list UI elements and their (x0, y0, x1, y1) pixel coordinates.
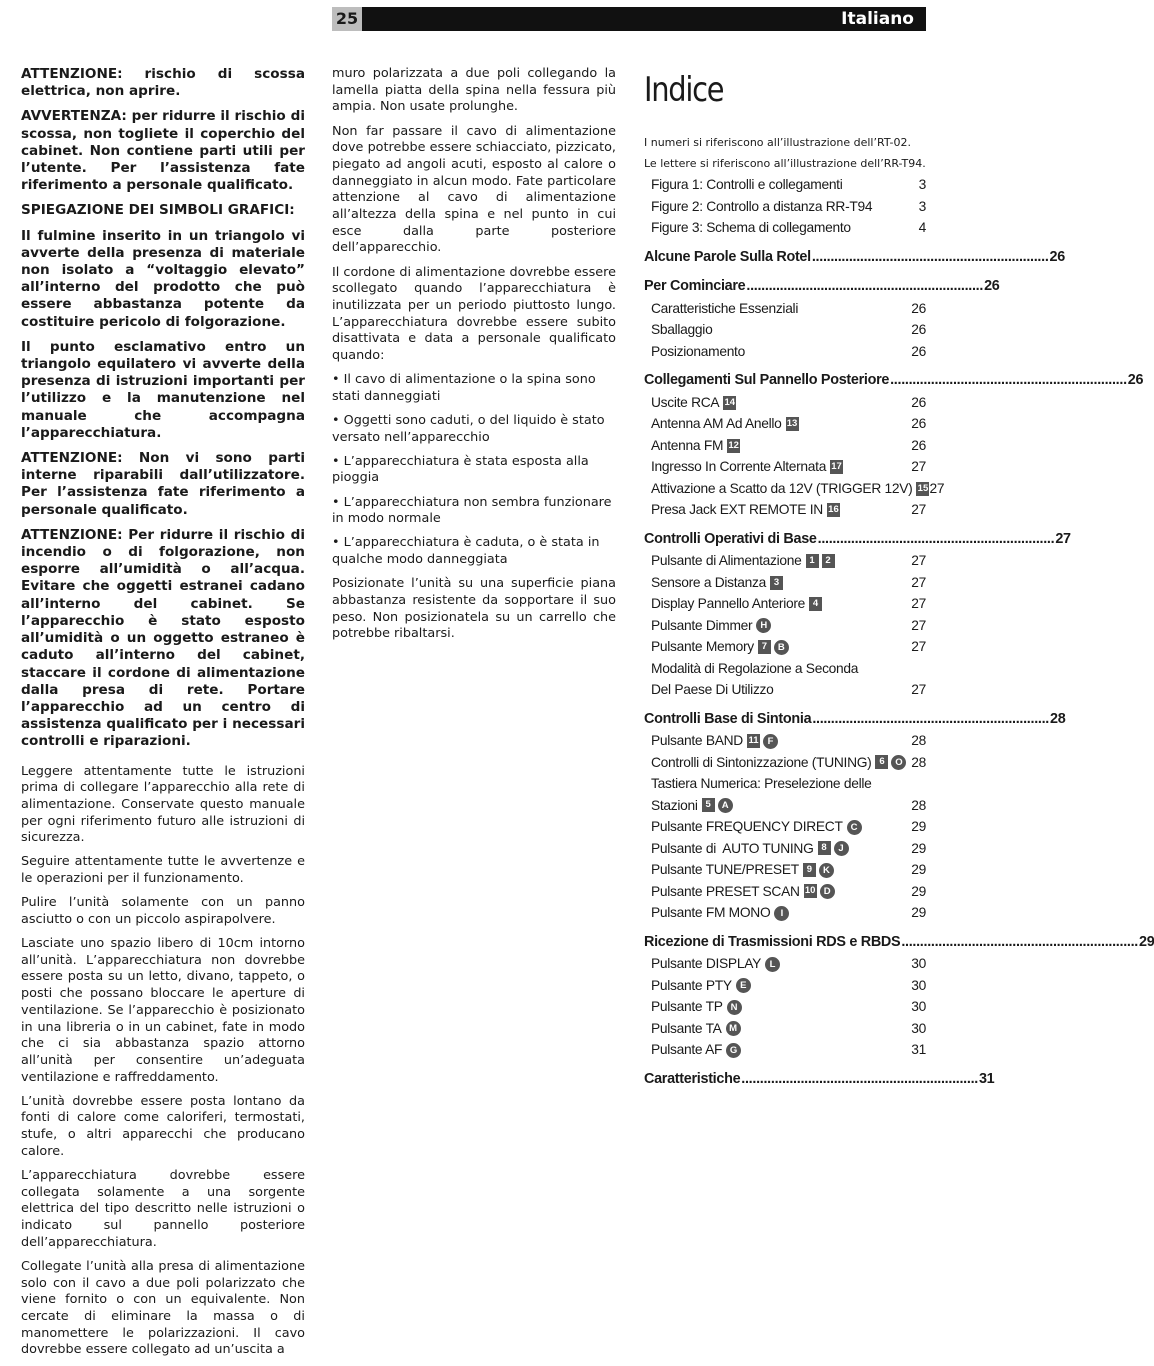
toc-entry[interactable] (644, 319, 926, 341)
toc-label: Tastiera Numerica: Preselezione delle (651, 776, 872, 791)
toc-entry[interactable] (644, 881, 926, 903)
toc-page: 27 (929, 480, 945, 496)
toc-label: Display Pannello Anteriore (651, 596, 806, 611)
language-header: Italiano (362, 7, 926, 31)
toc-page: 29 (911, 862, 926, 877)
toc-label: Controlli di Sintonizzazione (TUNING) (651, 754, 872, 770)
letter-badge: E (736, 978, 751, 993)
toc-page: 26 (911, 437, 926, 453)
body-paragraph: Seguire attentamente tutte le avvertenze e le operazioni per il funzionamento. (21, 854, 305, 887)
toc-entry[interactable] (644, 550, 926, 572)
toc-label: Antenna FM (651, 437, 724, 453)
toc-page: 26 (911, 394, 926, 410)
toc-entry[interactable] (644, 996, 926, 1018)
toc-page: 27 (911, 596, 926, 611)
body-paragraph: Leggere attentamente tutte le istruzioni prima di collegare l’apparecchio alla rete di alimentazione. Conservate questo manuale per ogni riferimento futuro alle istruzioni di sicurezza. (21, 763, 305, 846)
toc-leader: ................................................................ (817, 530, 1055, 547)
toc-page: 26 (911, 343, 926, 359)
page-number: 25 (332, 7, 362, 31)
toc-page: 31 (978, 1070, 995, 1087)
number-badge: 7 (758, 640, 771, 654)
toc-label: Pulsante FM MONO (651, 905, 771, 920)
toc-entry[interactable] (644, 658, 926, 680)
toc-label: Figura 1: Controlli e collegamenti (651, 177, 843, 192)
toc-label: Figure 3: Schema di collegamento (651, 220, 851, 235)
number-badge: 15 (917, 482, 929, 494)
toc-entry[interactable] (644, 196, 926, 218)
toc-label: Pulsante DISPLAY (651, 956, 761, 971)
toc-label: Alcune Parole Sulla Rotel (644, 248, 811, 265)
warning-paragraph: ATTENZIONE: rischio di scossa elettrica, non aprire. (21, 66, 305, 100)
toc-section[interactable] (644, 529, 1071, 551)
index-title: Indice (644, 70, 724, 110)
toc-entry[interactable] (644, 795, 926, 817)
toc-page: 26 (911, 300, 926, 316)
warning-paragraph: Il punto esclamativo entro un triangolo equilatero vi avverte della presenza di istruzioni importanti per l’utilizzo e la manutenzione nel manuale che accompagna l’apparecchiatura. (21, 338, 305, 441)
toc-label: Posizionamento (651, 343, 745, 359)
letter-badge: A (718, 798, 733, 813)
toc-label: Collegamenti Sul Pannello Posteriore (644, 372, 890, 388)
toc-page: 26 (1127, 372, 1144, 388)
toc-label: Per Cominciare (644, 278, 746, 294)
toc-entry[interactable] (644, 953, 926, 975)
toc-entry[interactable] (644, 1018, 926, 1040)
toc-entry[interactable] (644, 456, 926, 478)
toc-entry[interactable] (644, 752, 926, 774)
toc-label: Pulsante PRESET SCAN (651, 883, 800, 899)
toc-leader: ................................................................ (746, 278, 984, 294)
toc-label: Pulsante FREQUENCY DIRECT (651, 819, 843, 834)
toc-label: Caratteristiche Essenziali (651, 300, 799, 316)
toc-page: 30 (911, 956, 926, 971)
warning-paragraph: Il fulmine inserito in un triangolo vi avverte della presenza di materiale non isolato a “voltaggio elevato” all’interno del prodotto che può essere abbastanza potente da costituire pericolo di folgorazione. (21, 227, 305, 330)
toc-entry[interactable] (644, 636, 926, 658)
toc-label: Pulsante AF (651, 1042, 723, 1057)
warning-paragraph: ATTENZIONE: Non vi sono parti interne riparabili dall’utilizzatore. Per l’assistenza fate riferimento a personale qualificato. (21, 450, 305, 518)
toc-entry[interactable] (644, 730, 926, 752)
body-paragraph: Il cordone di alimentazione dovrebbe essere scollegato quando l’apparecchiatura è inutilizzata per un periodo piuttosto lungo. L’apparecchiatura dovrebbe essere subito disattivata e data a personale qualificato quando: (332, 264, 616, 364)
body-paragraph: Pulire l’unità solamente con un panno asciutto o con un piccolo aspirapolvere. (21, 895, 305, 927)
toc-page: 27 (911, 459, 926, 474)
letter-badge: H (756, 618, 771, 633)
warning-paragraph: ATTENZIONE: Per ridurre il rischio di incendio o di folgorazione, non esporre all’umidità o all’acqua. Evitare che oggetti estranei cadano all’interno del cabinet. Se l’apparecchio è stato esposto all’umidità o un oggetto estraneo è caduto all’interno del cabinet, staccare il cordone di alimentazione dalla presa di rete. Portare l’apparecchio ad un centro di assistenza qualificato per i necessari controlli e riparazioni. (21, 526, 305, 750)
toc-section[interactable] (644, 370, 1144, 392)
safety-column-1 (21, 66, 305, 1366)
number-badge: 13 (786, 418, 798, 430)
body-paragraph: Lasciate uno spazio libero di 10cm intorno all’unità. L’apparecchiatura non dovrebbe essere posta su un letto, divano, tappeto, o posti che possano bloccare le aperture di ventilazione. Se l’apparecchio è posizionato in una libreria o in un cabinet, fate in modo che ci sia abbastanza spazio attorno all’unità per consentire un’adeguata ventilazione e raffreddamento. (21, 936, 305, 1085)
toc-section[interactable] (644, 932, 1154, 954)
toc-entry[interactable] (644, 413, 926, 435)
number-badge: 16 (828, 504, 839, 516)
toc-entry[interactable] (644, 572, 926, 594)
toc-page: 30 (911, 999, 926, 1014)
index-column (644, 66, 1154, 1090)
bullet-item: • Il cavo di alimentazione o la spina sono stati danneggiati (332, 372, 596, 404)
toc-page: 30 (911, 977, 926, 993)
toc-entry[interactable] (644, 816, 926, 838)
toc-page: 4 (918, 220, 926, 235)
toc-entry[interactable] (644, 859, 926, 881)
letter-badge: O (891, 755, 906, 770)
toc-entry[interactable] (644, 838, 926, 860)
toc-section[interactable] (644, 276, 1000, 298)
toc-page: 28 (1050, 710, 1066, 727)
number-badge: 17 (831, 461, 842, 473)
bullet-item: • Oggetti sono caduti, o del liquido è stato versato nell’apparecchio (332, 412, 605, 445)
toc-page: 27 (911, 639, 926, 654)
letter-badge: G (726, 1043, 741, 1058)
toc-label: Attivazione a Scatto da 12V (TRIGGER 12V) (651, 480, 913, 496)
toc-label: Antenna AM Ad Anello (651, 416, 782, 431)
bullet-item: • L’apparecchiatura è caduta, o è stata in qualche modo danneggiata (332, 535, 600, 568)
letter-badge: D (820, 884, 835, 899)
toc-page: 30 (911, 1020, 926, 1036)
toc-page: 27 (911, 574, 926, 590)
toc-leader: ................................................................ (812, 710, 1049, 727)
toc-page: 29 (1139, 933, 1154, 950)
symbols-heading: SPIEGAZIONE DEI SIMBOLI GRAFICI: (21, 202, 295, 219)
letter-badge: M (726, 1021, 741, 1036)
number-badge: 11 (748, 734, 759, 746)
toc-entry[interactable] (644, 478, 945, 500)
letter-badge: F (763, 734, 778, 749)
toc-page: 27 (911, 502, 926, 517)
toc-section[interactable] (644, 709, 1066, 731)
toc-entry[interactable] (644, 298, 926, 320)
toc-label: Pulsante TA (651, 1020, 722, 1036)
body-paragraph: muro polarizzata a due poli collegando la lamella piatta della spina nella fessura più ampia. Non usate prolunghe. (332, 66, 616, 115)
toc-page: 27 (911, 617, 926, 633)
letter-badge: K (819, 863, 834, 878)
body-paragraph: L’apparecchiatura dovrebbe essere collegata solamente a una sorgente elettrica del tipo descritto nelle istruzioni o indicato sul pannello posteriore dell’apparecchiatura. (21, 1167, 305, 1250)
number-badge: 9 (803, 863, 816, 877)
toc-label: Pulsante TUNE/PRESET (651, 862, 799, 877)
toc-leader: ................................................................ (901, 933, 1138, 950)
toc-label: Figure 2: Controllo a distanza RR-T94 (651, 198, 873, 214)
toc-section[interactable] (644, 1069, 995, 1091)
number-badge: 12 (728, 439, 739, 451)
letter-badge: C (847, 820, 862, 835)
toc-entry[interactable] (644, 499, 926, 521)
toc-entry[interactable] (644, 679, 926, 701)
body-paragraph: Non far passare il cavo di alimentazione dove potrebbe essere schiacciato, pizzicato, piegato ad angoli acuti, esposto al calore o danneggiato in alcun modo. Fate particolare attenzione al cavo di alimentazione all’altezza della spina e nel punto in cui esce dalla parte posteriore dell’apparecchio. (332, 123, 616, 256)
toc-page: 29 (911, 840, 926, 856)
number-badge: 6 (875, 755, 888, 769)
toc-label: Stazioni (651, 797, 698, 813)
letter-badge: B (774, 640, 789, 655)
toc-label: Uscite RCA (651, 394, 720, 410)
toc-page: 28 (911, 733, 926, 748)
number-badge: 2 (822, 554, 835, 568)
toc-page: 28 (911, 754, 926, 770)
toc-entry[interactable] (644, 174, 926, 196)
toc-label: Del Paese Di Utilizzo (651, 682, 774, 697)
toc-page: 29 (911, 883, 926, 899)
toc-page: 31 (911, 1042, 926, 1057)
warning-paragraph: AVVERTENZA: per ridurre il rischio di scossa, non togliete il coperchio del cabinet. Non contiene parti utili per l’utente. Per l’assistenza fate riferimento a personale qualificato. (21, 108, 305, 194)
toc-label: Modalità di Regolazione a Seconda (651, 660, 859, 676)
toc-entry[interactable] (644, 773, 926, 795)
number-badge: 14 (724, 396, 736, 408)
toc-page: 27 (911, 553, 926, 568)
toc-label: Pulsante BAND (651, 733, 743, 748)
toc-entry[interactable] (644, 341, 926, 363)
index-intro: I numeri si riferiscono all’illustrazione dell’RT-02. Le lettere si riferiscono all’illustrazione dell’RR-T94. (644, 136, 926, 170)
toc-page: 29 (911, 905, 926, 920)
bullet-item: • L’apparecchiatura non sembra funzionare in modo normale (332, 494, 612, 527)
safety-column-2 (332, 66, 616, 650)
toc-page: 27 (1055, 530, 1071, 547)
body-paragraph: Posizionate l’unità su una superficie piana abbastanza resistente da sopportare il suo peso. Non posizionatela su un carrello che potrebbe ribaltarsi. (332, 576, 616, 642)
toc-entry[interactable] (644, 392, 926, 414)
toc-section[interactable] (644, 247, 1065, 269)
toc-page: 3 (918, 177, 926, 192)
toc-page: 29 (911, 819, 926, 834)
toc-label: Presa Jack EXT REMOTE IN (651, 502, 823, 517)
toc-entry[interactable] (644, 1039, 926, 1061)
body-paragraph: L’unità dovrebbe essere posta lontano da fonti di calore come caloriferi, termostati, stufe, o altri apparecchi che producano calore. (21, 1093, 305, 1159)
toc-label: Pulsante Memory (651, 639, 754, 654)
toc-label: Ingresso In Corrente Alternata (651, 459, 827, 474)
number-badge: 4 (809, 597, 822, 611)
number-badge: 10 (804, 885, 816, 897)
toc-entry[interactable] (644, 902, 926, 924)
number-badge: 1 (806, 554, 819, 568)
letter-badge: L (765, 957, 780, 972)
toc-entry[interactable] (644, 593, 926, 615)
toc-entry[interactable] (644, 615, 926, 637)
toc-leader: ................................................................ (741, 1070, 978, 1087)
toc-label: Pulsante di AUTO TUNING (651, 840, 814, 856)
toc-label: Ricezione di Trasmissioni RDS e RBDS (644, 933, 901, 950)
letter-badge: J (834, 841, 849, 856)
toc-page: 27 (911, 682, 926, 697)
toc-page: 26 (911, 322, 926, 337)
toc-label: Controlli Operativi di Base (644, 530, 817, 547)
bullet-item: • L’apparecchiatura è stata esposta alla pioggia (332, 453, 589, 486)
letter-badge: N (727, 1000, 742, 1015)
toc-label: Sensore a Distanza (651, 574, 767, 590)
number-badge: 5 (702, 798, 715, 812)
toc-entry[interactable] (644, 975, 926, 997)
toc-label: Controlli Base di Sintonia (644, 710, 812, 727)
toc-entry[interactable] (644, 217, 926, 239)
toc-entry[interactable] (644, 435, 926, 457)
number-badge: 8 (818, 841, 831, 855)
toc-label: Pulsante di Alimentazione (651, 553, 802, 568)
toc-label: Pulsante PTY (651, 977, 732, 993)
toc-page: 26 (984, 278, 1000, 294)
toc-page: 3 (918, 198, 926, 214)
toc-leader: ................................................................ (890, 372, 1127, 388)
number-badge: 3 (770, 576, 783, 590)
letter-badge: I (774, 906, 789, 921)
toc-label: Sballaggio (651, 322, 713, 337)
body-paragraph: Collegate l’unità alla presa di alimentazione solo con il cavo a due poli polarizzato che viene fornito o con un equivalente. Non cercate di eliminare la massa o di manomettere le polarizzazioni. Il cavo dovrebbe essere collegato ad un’uscita a (21, 1258, 305, 1358)
toc-label: Pulsante Dimmer (651, 617, 753, 633)
toc-leader: ................................................................ (811, 248, 1049, 265)
toc-page: 28 (911, 797, 926, 813)
toc-page: 26 (1049, 248, 1065, 265)
toc-page: 26 (911, 416, 926, 431)
toc-label: Pulsante TP (651, 999, 723, 1014)
toc-label: Caratteristiche (644, 1070, 741, 1087)
